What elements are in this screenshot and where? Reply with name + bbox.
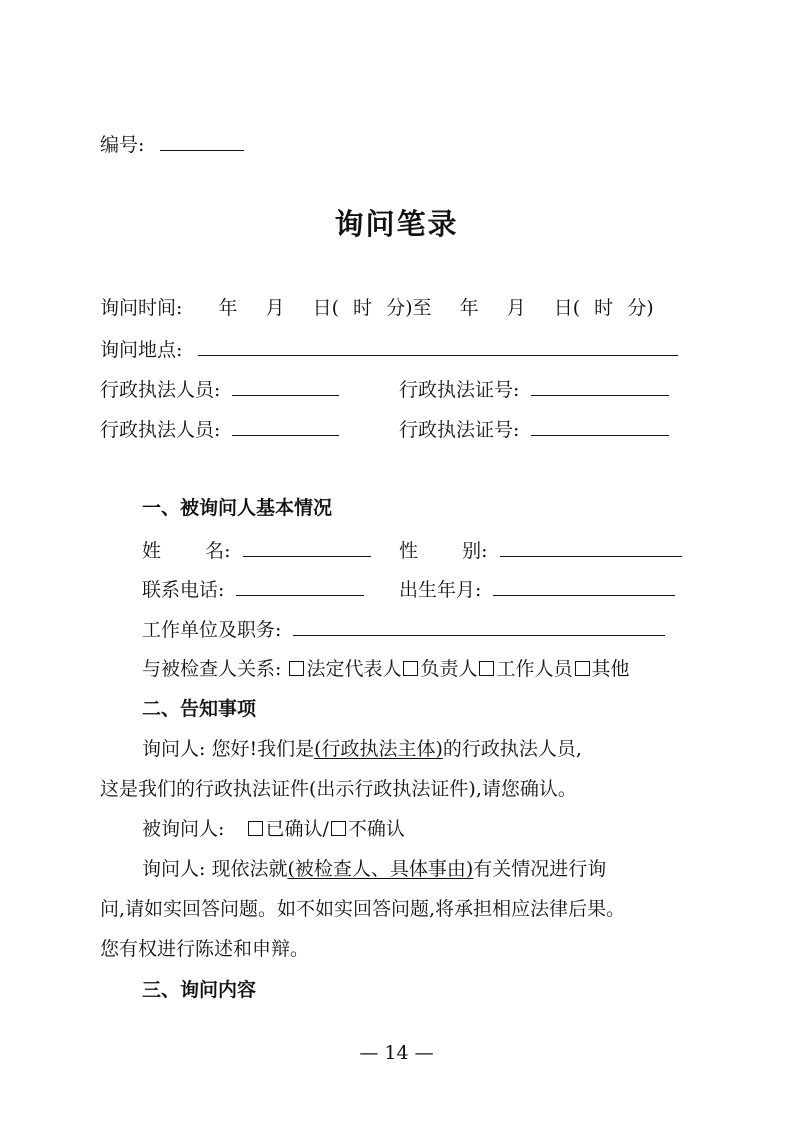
phone-blank — [236, 577, 364, 596]
birth-row — [399, 577, 675, 602]
work-label: 工作单位及职务: — [142, 619, 282, 641]
name-label-a: 姓 — [142, 540, 162, 562]
officer-blank-1 — [232, 377, 339, 396]
number-blank — [160, 132, 244, 151]
officer-label-1: 行政执法人员: — [100, 379, 221, 401]
time-year-1: 年 — [218, 297, 238, 319]
cert-row-1 — [399, 377, 669, 402]
notice-p3-a: 询问人: 现依法就 — [142, 858, 288, 880]
inquiry-time-row — [100, 296, 654, 320]
checkbox-responsible[interactable] — [403, 661, 418, 676]
option-other: 其他 — [591, 658, 630, 680]
phone-label: 联系电话: — [142, 579, 225, 601]
page-title: 询问笔录 — [334, 207, 459, 241]
time-hour-1: 时 — [353, 297, 373, 319]
birth-blank — [493, 577, 675, 596]
name-label-b: 名: — [205, 540, 231, 562]
cert-label-1: 行政执法证号: — [399, 379, 520, 401]
name-row — [142, 538, 371, 563]
notice-para-3-line-1 — [142, 857, 606, 881]
gender-label-b: 别: — [462, 540, 488, 562]
gender-blank — [500, 538, 682, 557]
time-minute-1: 分)至 — [386, 297, 432, 319]
time-minute-2: 分) — [627, 297, 654, 319]
cert-blank-2 — [531, 417, 669, 436]
inquiry-place-label: 询问地点: — [100, 339, 183, 361]
relation-row — [142, 657, 630, 681]
work-row — [142, 617, 665, 642]
checkbox-legal-rep[interactable] — [289, 661, 304, 676]
officer-label-2: 行政执法人员: — [100, 419, 221, 441]
officer-blank-2 — [232, 417, 339, 436]
cert-label-2: 行政执法证号: — [399, 419, 520, 441]
notice-para-1-line-2: 这是我们的行政执法证件(出示行政执法证件),请您确认。 — [100, 778, 577, 800]
inquiry-place-row — [100, 337, 678, 362]
notice-p1-underlined: (行政执法主体) — [314, 738, 443, 760]
number-label: 编号: — [100, 134, 145, 156]
birth-label: 出生年月: — [399, 579, 482, 601]
checkbox-confirmed[interactable] — [248, 821, 263, 836]
officer-row-2 — [100, 417, 339, 442]
relation-label: 与被检查人关系: — [142, 658, 282, 680]
gender-row — [399, 538, 682, 563]
section1-heading: 一、被询问人基本情况 — [142, 497, 333, 519]
notice-p3-underlined: (被检查人、具体事由) — [287, 858, 474, 880]
phone-row — [142, 577, 364, 602]
notice-p3-b: 有关情况进行询 — [473, 858, 607, 880]
time-month-1: 月 — [265, 297, 285, 319]
page-number: — 14 — — [359, 1042, 434, 1064]
time-year-2: 年 — [459, 297, 479, 319]
inquiry-time-label: 询问时间: — [100, 297, 183, 319]
inquiry-place-blank — [198, 337, 678, 356]
work-blank — [293, 617, 665, 636]
time-hour-2: 时 — [594, 297, 614, 319]
notice-para-3-line-3: 您有权进行陈述和申辩。 — [100, 938, 310, 960]
time-month-2: 月 — [506, 297, 526, 319]
section2-heading: 二、告知事项 — [142, 698, 257, 720]
option-legal-rep: 法定代表人 — [306, 658, 402, 680]
option-responsible: 负责人 — [420, 658, 478, 680]
section3-heading: 三、询问内容 — [142, 979, 257, 1001]
confirm-option-yes: 已确认/ — [265, 818, 329, 840]
number-row — [100, 132, 244, 157]
name-blank — [243, 538, 371, 557]
officer-row-1 — [100, 377, 339, 402]
time-day-1: 日( — [312, 297, 339, 319]
cert-row-2 — [399, 417, 669, 442]
confirm-row — [142, 817, 405, 841]
cert-blank-1 — [531, 377, 669, 396]
checkbox-not-confirmed[interactable] — [331, 821, 346, 836]
notice-para-1-line-1 — [142, 737, 582, 761]
confirm-label: 被询问人: — [142, 818, 225, 840]
notice-para-3-line-2: 问,请如实回答问题。如不如实回答问题,将承担相应法律后果。 — [100, 898, 626, 920]
notice-p1-b: 的行政执法人员, — [442, 738, 582, 760]
gender-label-a: 性 — [399, 540, 419, 562]
checkbox-staff[interactable] — [479, 661, 494, 676]
checkbox-other[interactable] — [575, 661, 590, 676]
notice-p1-a: 询问人: 您好!我们是 — [142, 738, 315, 760]
confirm-option-no: 不确认 — [347, 818, 405, 840]
option-staff: 工作人员 — [496, 658, 573, 680]
time-day-2: 日( — [553, 297, 581, 319]
